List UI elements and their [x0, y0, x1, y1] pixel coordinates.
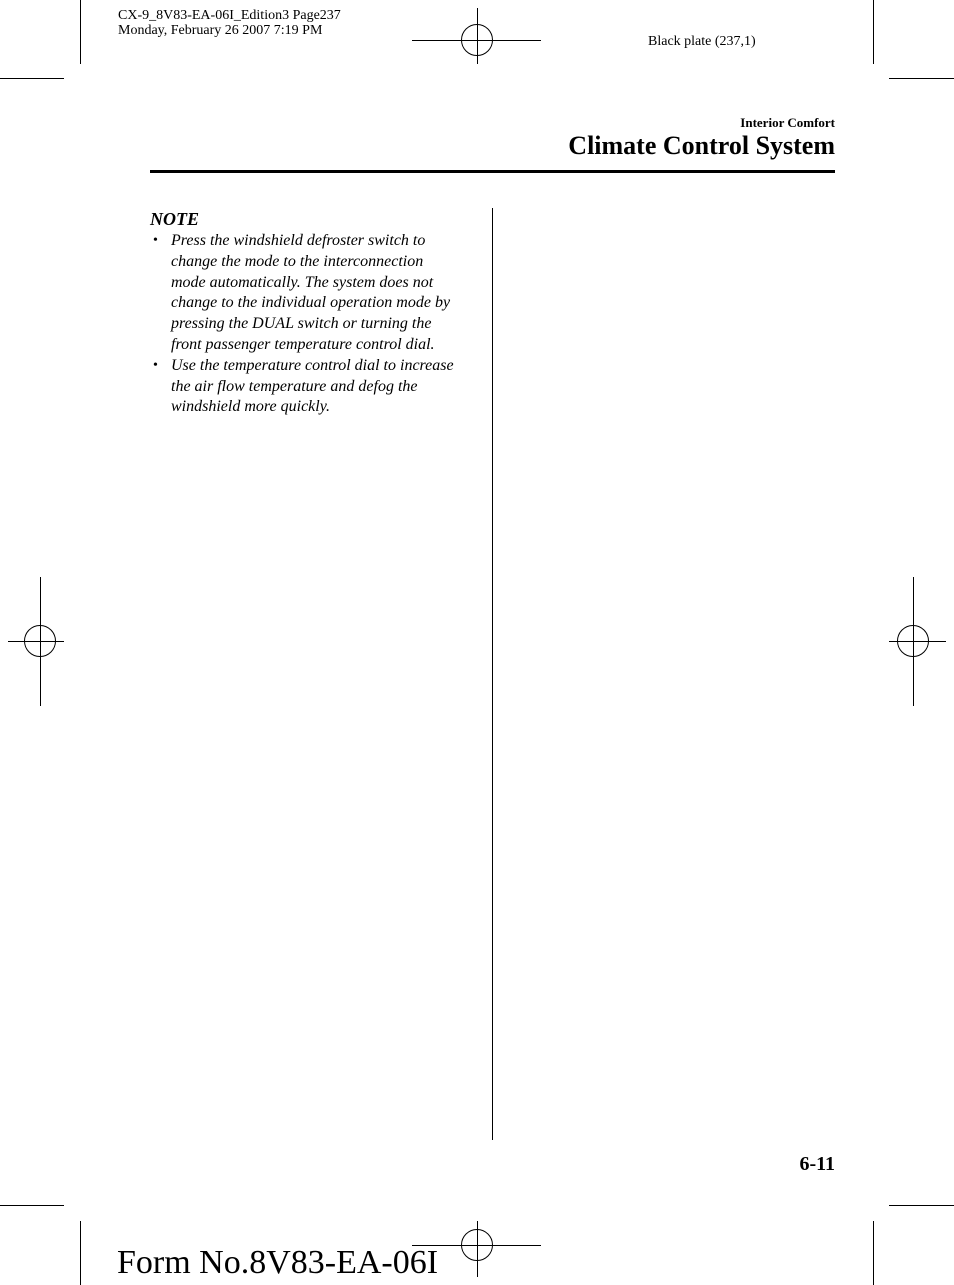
column-divider: [492, 208, 493, 1140]
registration-mark-left-circle: [24, 625, 56, 657]
bullet-icon: •: [153, 233, 158, 248]
crop-mark-bottom-left-horizontal: [0, 1205, 64, 1206]
note-line: front passenger temperature control dial.: [171, 335, 435, 353]
note-line: change to the individual operation mode by: [171, 294, 451, 312]
title-rule: [150, 170, 835, 173]
note-item: [150, 356, 470, 418]
note-line: change the mode to the interconnection: [171, 252, 424, 270]
note-line: Use the temperature control dial to increase: [171, 356, 454, 374]
crop-mark-top-right-vertical: [873, 0, 874, 64]
print-timestamp: Monday, February 26 2007 7:19 PM: [118, 23, 323, 38]
note-line: pressing the DUAL switch or turning the: [171, 315, 432, 333]
plate-label: Black plate (237,1): [648, 34, 756, 49]
crop-mark-top-right-horizontal: [889, 78, 954, 79]
page-title: Climate Control System: [568, 131, 835, 160]
note-block: [150, 209, 470, 418]
form-number: Form No.8V83-EA-06I: [117, 1244, 439, 1281]
note-line: mode automatically. The system does not: [171, 273, 434, 291]
section-label: Interior Comfort: [740, 115, 835, 130]
note-item: [150, 231, 470, 356]
print-job-name: CX-9_8V83-EA-06I_Edition3 Page237: [118, 8, 341, 23]
crop-mark-bottom-right-vertical: [873, 1221, 874, 1285]
note-list: [150, 231, 470, 418]
crop-mark-bottom-right-horizontal: [889, 1205, 954, 1206]
note-line: Press the windshield defroster switch to: [171, 232, 426, 249]
registration-mark-right-circle: [897, 625, 929, 657]
note-line: windshield more quickly.: [171, 398, 330, 416]
page-number: 6-11: [799, 1153, 835, 1175]
bullet-icon: •: [153, 357, 158, 373]
registration-mark-bottom-circle: [461, 1229, 493, 1261]
crop-mark-top-left-vertical: [80, 0, 81, 64]
note-line: the air flow temperature and defog the: [171, 377, 418, 395]
registration-mark-top-circle: [461, 24, 493, 56]
note-heading: NOTE: [150, 209, 199, 229]
crop-mark-top-left-horizontal: [0, 78, 64, 79]
crop-mark-bottom-left-vertical: [80, 1221, 81, 1285]
